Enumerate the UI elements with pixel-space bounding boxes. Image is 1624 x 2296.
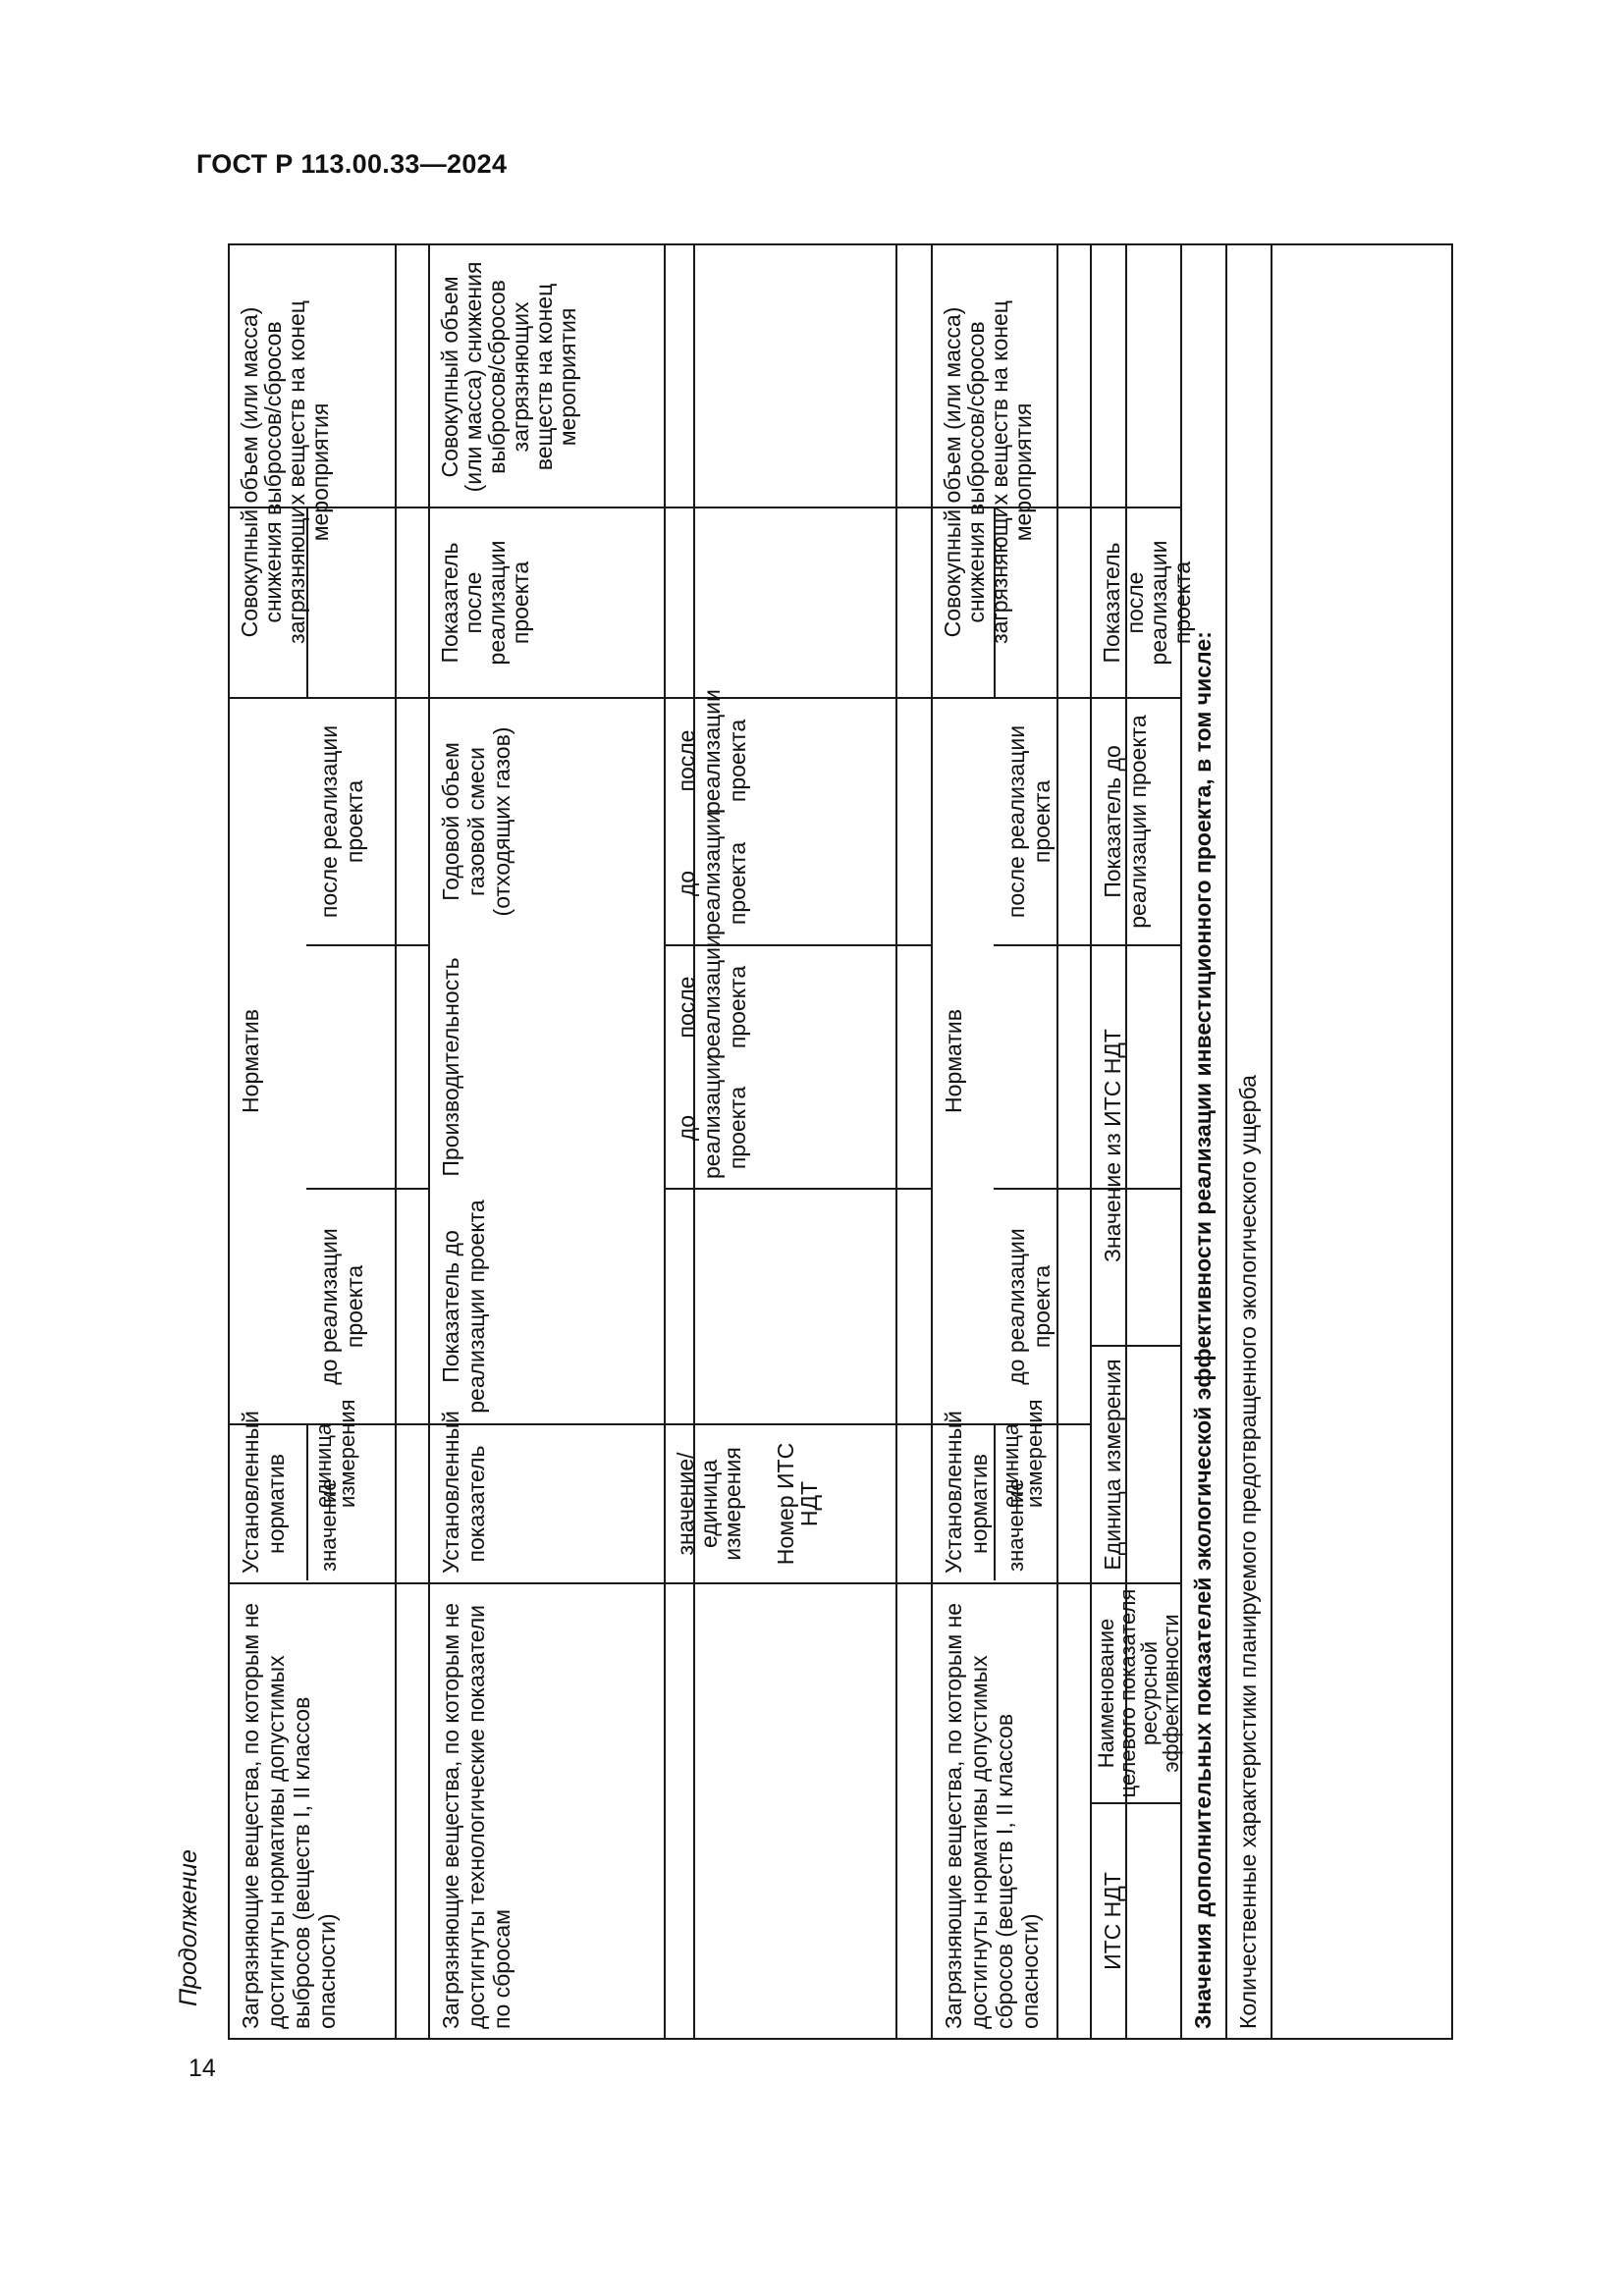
block3-established-norm: Установленный норматив	[941, 1411, 992, 1574]
block1-norm: Норматив	[238, 1009, 263, 1113]
block1-norm-before: до реализации проекта	[316, 1228, 367, 1385]
block1-cumulative: Совокупный объем (или масса) снижения выбросов/сбросов загрязняющих веществ на конец мероприятия	[237, 300, 333, 644]
block4-target-name: Наименование целевого показателя ресурсной эффективности	[1094, 1588, 1183, 1798]
block1-established-norm: Установленный норматив	[238, 1411, 289, 1574]
document-header: ГОСТ Р 113.00.33—2024	[196, 149, 508, 179]
block4-unit: Единица измерения	[1100, 1359, 1125, 1571]
block2-prod-before: до реализации проекта	[674, 1054, 750, 1179]
block3-substances: Загрязняющие вещества, по которым не достигнуты нормативы допустимых сбросов (веществ I, II классов опасности)	[941, 1602, 1043, 2029]
block2-indicator-before: Показатель до реализации проекта	[438, 1200, 489, 1414]
block3-unit: единица измерения	[999, 1399, 1047, 1508]
block1-substances: Загрязняющие вещества, по которым не достигнуты нормативы допустимых выбросов (веществ I, II классов опасности)	[238, 1602, 340, 2029]
continuation-label: Продолжение	[175, 1849, 202, 2006]
block3-cumulative: Совокупный объем (или масса) снижения выбросов/сбросов загрязняющих веществ на конец мероприятия	[940, 300, 1036, 644]
block2-prod-after: после реализации проекта	[674, 934, 750, 1059]
block1-unit: единица измерения	[311, 1399, 359, 1508]
block1-value: значение	[316, 1478, 341, 1572]
block2-established-indicator: Установленный показатель	[438, 1411, 489, 1574]
block3-norm: Норматив	[941, 1009, 966, 1113]
block2-value-unit: значение/ единица измерения	[673, 1447, 745, 1561]
page-number: 14	[189, 2055, 216, 2082]
block3-norm-after: после реализации проекта	[1003, 724, 1055, 919]
block4-its: ИТС НДТ	[1100, 1872, 1125, 1970]
additional-values-row: Значения дополнительных показателей экологической эффективности реализации инвестиционного проекта, в том числе:	[1190, 631, 1216, 2029]
block2-substances: Загрязняющие вещества, по которым не достигнуты технологические показатели по сбросам	[438, 1602, 514, 2029]
block3-value: значение	[1003, 1478, 1028, 1572]
block2-productivity: Производительность	[438, 957, 463, 1177]
block2-indicator-after: Показатель после реализации проекта	[437, 540, 533, 666]
block2-cumulative: Совокупный объем (или масса) снижения выбросов/сбросов загрязняющих веществ на конец мероприятия	[437, 261, 580, 493]
block2-gas-volume: Годовой объем газовой смеси (отходящих газов)	[438, 726, 514, 917]
block3-norm-before: до реализации проекта	[1003, 1228, 1055, 1385]
block2-gas-after: после реализации проекта	[674, 689, 750, 814]
block4-its-value: Значение из ИТС НДТ	[1100, 1029, 1125, 1262]
block2-gas-before: до реализации проекта	[674, 811, 750, 935]
block4-indicator-after: Показатель после реализации проекта	[1099, 540, 1195, 666]
rotated-table	[228, 243, 1453, 2040]
block1-norm-after-hidden	[308, 946, 395, 1188]
block1-norm-after: после реализации проекта	[316, 724, 367, 919]
block2-its-number: Номер ИТС НДТ	[773, 1442, 822, 1566]
quantitative-row: Количественные характеристики планируемого предотвращенного экологического ущерба	[1235, 1075, 1261, 2029]
block4-indicator-before: Показатель до реализации проекта	[1100, 715, 1151, 929]
